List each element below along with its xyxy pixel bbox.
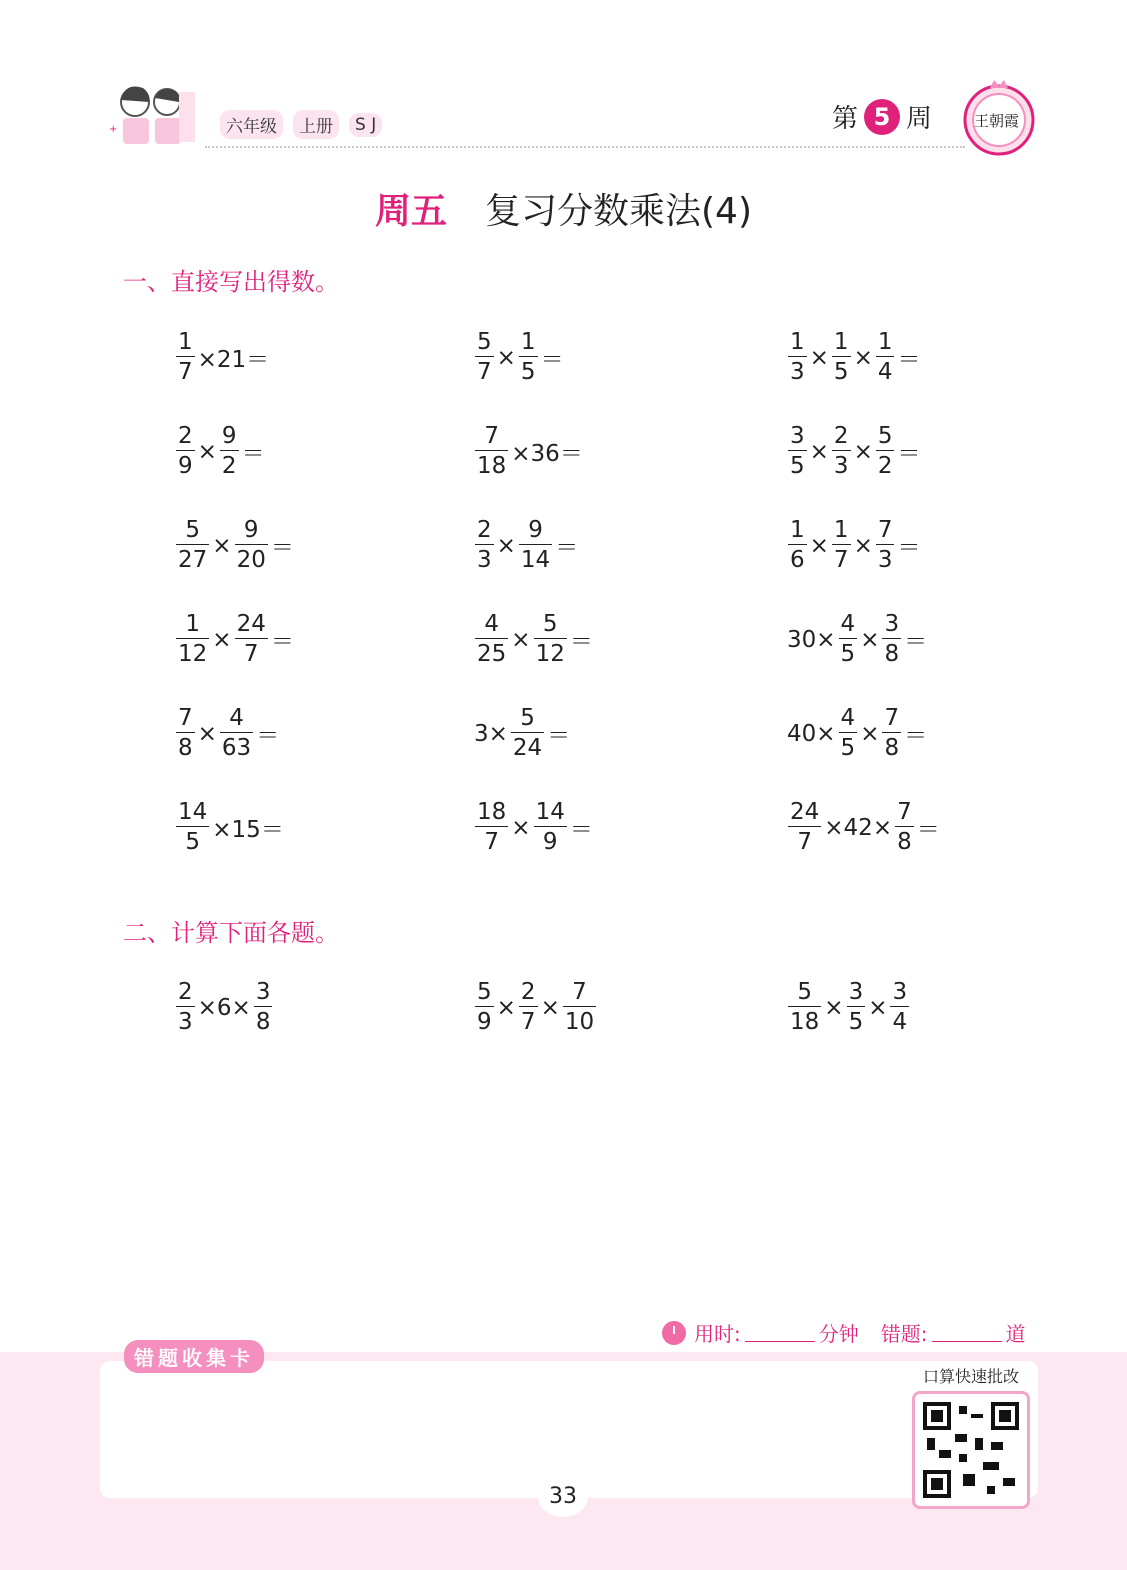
problem-item <box>786 516 921 575</box>
fraction <box>832 516 851 575</box>
fraction <box>176 422 195 481</box>
calc-problem <box>174 978 274 1037</box>
numerator: 1 <box>790 329 805 355</box>
operator-text: ＝ <box>569 817 593 843</box>
qr-code-icon <box>923 1402 1019 1498</box>
operator-text: 3× <box>474 720 508 747</box>
fraction <box>839 704 858 763</box>
numerator: 1 <box>833 517 849 543</box>
numerator: 7 <box>178 705 193 731</box>
operator-text: 30× <box>787 626 836 653</box>
errors-blank[interactable] <box>932 1323 1002 1342</box>
numerator: 3 <box>255 979 271 1005</box>
week-number-badge: 5 <box>864 99 900 135</box>
time-unit: 分钟 <box>818 1322 859 1346</box>
operator-text: × <box>853 344 873 371</box>
fraction <box>832 422 851 481</box>
brand-seal <box>960 78 1038 160</box>
numerator: 14 <box>178 799 208 825</box>
operator-text: ×21＝ <box>197 347 270 373</box>
header-tags <box>220 110 382 139</box>
denominator: 5 <box>840 641 856 667</box>
operator-text: ＝ <box>897 441 921 467</box>
problem-item <box>473 516 579 575</box>
problem-item <box>786 798 941 857</box>
numerator: 9 <box>243 517 259 543</box>
errors-unit: 道 <box>1005 1322 1026 1346</box>
numerator: 2 <box>520 979 536 1005</box>
numerator: 1 <box>185 611 200 637</box>
denominator: 18 <box>477 453 507 479</box>
operator-text: ×15＝ <box>212 817 284 843</box>
operator-text: × <box>824 994 844 1021</box>
operator-text: × <box>197 438 217 465</box>
numerator: 4 <box>840 705 856 731</box>
problem-item <box>174 422 266 481</box>
numerator: 5 <box>520 705 535 731</box>
problem-item <box>473 704 571 763</box>
fraction <box>788 798 821 857</box>
denominator: 27 <box>178 547 208 573</box>
fraction <box>176 798 209 857</box>
calc-problem <box>473 978 598 1037</box>
calc-problem <box>786 978 911 1037</box>
denominator: 63 <box>221 735 252 761</box>
numerator: 24 <box>236 611 266 637</box>
fraction <box>788 422 807 481</box>
fraction <box>176 704 195 763</box>
denominator: 8 <box>178 735 193 761</box>
fraction <box>890 978 909 1037</box>
fraction <box>176 610 209 669</box>
operator-text: × <box>511 626 531 653</box>
fraction <box>475 978 494 1037</box>
denominator: 24 <box>512 735 543 761</box>
fraction <box>220 704 253 763</box>
fraction <box>876 328 895 387</box>
numerator: 4 <box>484 611 499 637</box>
denominator: 5 <box>185 829 200 855</box>
operator-text: × <box>868 994 888 1021</box>
numerator: 5 <box>542 611 558 637</box>
denominator: 3 <box>877 547 893 573</box>
operator-text: × <box>540 994 560 1021</box>
numerator: 2 <box>833 423 849 449</box>
denominator: 6 <box>790 547 805 573</box>
operator-text: × <box>860 720 880 747</box>
time-blank[interactable] <box>745 1323 815 1342</box>
operator-text: × <box>212 532 232 559</box>
operator-text: ×36＝ <box>511 441 583 467</box>
title-topic: 复习分数乘法(4) <box>485 191 752 232</box>
operator-text: × <box>860 626 880 653</box>
edition-tag: S J <box>349 113 382 137</box>
error-card-label: 错题收集卡 <box>124 1340 264 1373</box>
fraction <box>832 328 851 387</box>
problem-item <box>786 422 921 481</box>
denominator: 8 <box>884 735 900 761</box>
page-number: 33 <box>538 1477 588 1517</box>
numerator: 4 <box>229 705 244 731</box>
fraction <box>475 328 494 387</box>
numerator: 7 <box>877 517 893 543</box>
operator-text: × <box>511 814 531 841</box>
operator-text: ＝ <box>547 723 571 749</box>
fraction <box>534 610 567 669</box>
operator-text: ＝ <box>904 629 928 655</box>
numerator: 2 <box>178 979 193 1005</box>
page-title <box>0 183 1127 234</box>
svg-text:+: + <box>109 124 118 135</box>
operator-text: ＝ <box>916 817 940 843</box>
denominator: 7 <box>477 359 492 385</box>
numerator: 1 <box>520 329 536 355</box>
denominator: 8 <box>255 1009 271 1035</box>
denominator: 8 <box>884 641 900 667</box>
fraction <box>176 978 195 1037</box>
numerator: 7 <box>484 423 499 449</box>
title-day: 周五 <box>374 191 447 232</box>
numerator: 2 <box>178 423 193 449</box>
fraction <box>882 704 901 763</box>
fraction <box>519 516 552 575</box>
grade-tag: 六年级 <box>220 110 283 139</box>
fraction <box>839 610 858 669</box>
operator-text: ＝ <box>569 629 593 655</box>
operator-text: ×42× <box>824 814 893 841</box>
operator-text: × <box>197 720 217 747</box>
problem-item <box>473 422 584 481</box>
section2-heading: 二、计算下面各题。 <box>123 919 339 947</box>
denominator: 5 <box>790 453 805 479</box>
operator-text: × <box>809 344 829 371</box>
denominator: 2 <box>221 453 237 479</box>
operator-text: ＝ <box>256 723 280 749</box>
qr-caption: 口算快速批改 <box>922 1367 1019 1386</box>
numerator: 7 <box>897 799 912 825</box>
operator-text: ＝ <box>904 723 928 749</box>
fraction <box>235 610 268 669</box>
header-divider <box>205 146 965 148</box>
fraction <box>475 422 508 481</box>
numerator: 1 <box>178 329 193 355</box>
denominator: 12 <box>535 641 565 667</box>
numerator: 3 <box>790 423 805 449</box>
denominator: 4 <box>892 1009 908 1035</box>
operator-text: ＝ <box>897 535 921 561</box>
operator-text: × <box>853 438 873 465</box>
problem-item <box>174 610 295 669</box>
numerator: 5 <box>877 423 893 449</box>
denominator: 3 <box>477 547 492 573</box>
numerator: 3 <box>892 979 908 1005</box>
qr-code[interactable] <box>912 1391 1030 1509</box>
numerator: 18 <box>477 799 507 825</box>
fraction <box>235 516 268 575</box>
numerator: 14 <box>535 799 565 825</box>
fraction <box>519 978 538 1037</box>
fraction <box>534 798 567 857</box>
denominator: 9 <box>178 453 193 479</box>
fraction <box>788 328 807 387</box>
denominator: 4 <box>877 359 893 385</box>
fraction <box>563 978 596 1037</box>
seal-text: 王朝霞 <box>974 112 1020 130</box>
problem-item <box>174 516 295 575</box>
denominator: 14 <box>520 547 551 573</box>
denominator: 7 <box>833 547 849 573</box>
denominator: 9 <box>477 1009 492 1035</box>
fraction <box>882 610 901 669</box>
numerator: 3 <box>848 979 864 1005</box>
denominator: 3 <box>833 453 849 479</box>
time-label: 用时: <box>694 1322 741 1346</box>
problem-item <box>786 610 928 669</box>
fraction <box>788 978 821 1037</box>
numerator: 5 <box>477 329 492 355</box>
operator-text: ×6× <box>197 994 251 1021</box>
week-prefix: 第 <box>832 104 859 134</box>
denominator: 5 <box>848 1009 864 1035</box>
denominator: 3 <box>178 1009 193 1035</box>
numerator: 7 <box>572 979 587 1005</box>
time-error-record <box>662 1318 1026 1347</box>
numerator: 2 <box>477 517 492 543</box>
operator-text: × <box>809 438 829 465</box>
numerator: 24 <box>790 799 820 825</box>
problem-item <box>174 704 280 763</box>
problem-item <box>473 610 594 669</box>
fraction <box>519 328 538 387</box>
fraction <box>220 422 239 481</box>
numerator: 9 <box>528 517 543 543</box>
week-suffix: 周 <box>906 104 933 134</box>
operator-text: ＝ <box>270 535 294 561</box>
denominator: 10 <box>564 1009 595 1035</box>
problem-item <box>786 704 928 763</box>
fraction <box>895 798 914 857</box>
fraction <box>176 516 209 575</box>
denominator: 7 <box>243 641 259 667</box>
denominator: 5 <box>840 735 856 761</box>
numerator: 1 <box>877 329 893 355</box>
problem-item <box>174 798 285 857</box>
errors-label: 错题: <box>880 1322 928 1346</box>
numerator: 3 <box>884 611 900 637</box>
fraction <box>511 704 544 763</box>
operator-text: ＝ <box>241 441 265 467</box>
fraction <box>475 516 494 575</box>
fraction <box>254 978 273 1037</box>
fraction <box>475 798 508 857</box>
denominator: 7 <box>797 829 812 855</box>
numerator: 4 <box>840 611 856 637</box>
problem-item <box>174 328 270 387</box>
operator-text: × <box>496 532 516 559</box>
fraction <box>176 328 195 387</box>
fraction <box>788 516 807 575</box>
numerator: 9 <box>221 423 237 449</box>
operator-text: × <box>496 994 516 1021</box>
numerator: 1 <box>833 329 849 355</box>
kids-illustration <box>105 72 205 154</box>
denominator: 12 <box>178 641 208 667</box>
fraction <box>847 978 866 1037</box>
numerator: 5 <box>477 979 492 1005</box>
denominator: 3 <box>790 359 805 385</box>
operator-text: ＝ <box>555 535 579 561</box>
section1-heading: 一、直接写出得数。 <box>123 268 339 296</box>
operator-text: × <box>853 532 873 559</box>
numerator: 5 <box>185 517 200 543</box>
denominator: 20 <box>236 547 266 573</box>
operator-text: × <box>212 626 232 653</box>
denominator: 7 <box>520 1009 536 1035</box>
denominator: 7 <box>484 829 499 855</box>
fraction <box>475 610 508 669</box>
denominator: 9 <box>542 829 558 855</box>
denominator: 8 <box>897 829 912 855</box>
numerator: 5 <box>797 979 812 1005</box>
numerator: 7 <box>884 705 900 731</box>
denominator: 25 <box>477 641 507 667</box>
operator-text: × <box>496 344 516 371</box>
operator-text: × <box>809 532 829 559</box>
denominator: 7 <box>178 359 193 385</box>
problem-item <box>473 328 565 387</box>
week-indicator <box>832 98 932 135</box>
fraction <box>876 422 895 481</box>
operator-text: ＝ <box>540 347 564 373</box>
problem-item <box>786 328 921 387</box>
numerator: 1 <box>790 517 805 543</box>
denominator: 2 <box>877 453 893 479</box>
operator-text: 40× <box>787 720 836 747</box>
problem-item <box>473 798 594 857</box>
fraction <box>876 516 895 575</box>
operator-text: ＝ <box>897 347 921 373</box>
stopwatch-icon <box>662 1321 686 1345</box>
denominator: 5 <box>520 359 536 385</box>
denominator: 18 <box>790 1009 820 1035</box>
denominator: 5 <box>833 359 849 385</box>
operator-text: ＝ <box>270 629 294 655</box>
volume-tag: 上册 <box>293 110 339 139</box>
qr-section <box>912 1364 1030 1509</box>
